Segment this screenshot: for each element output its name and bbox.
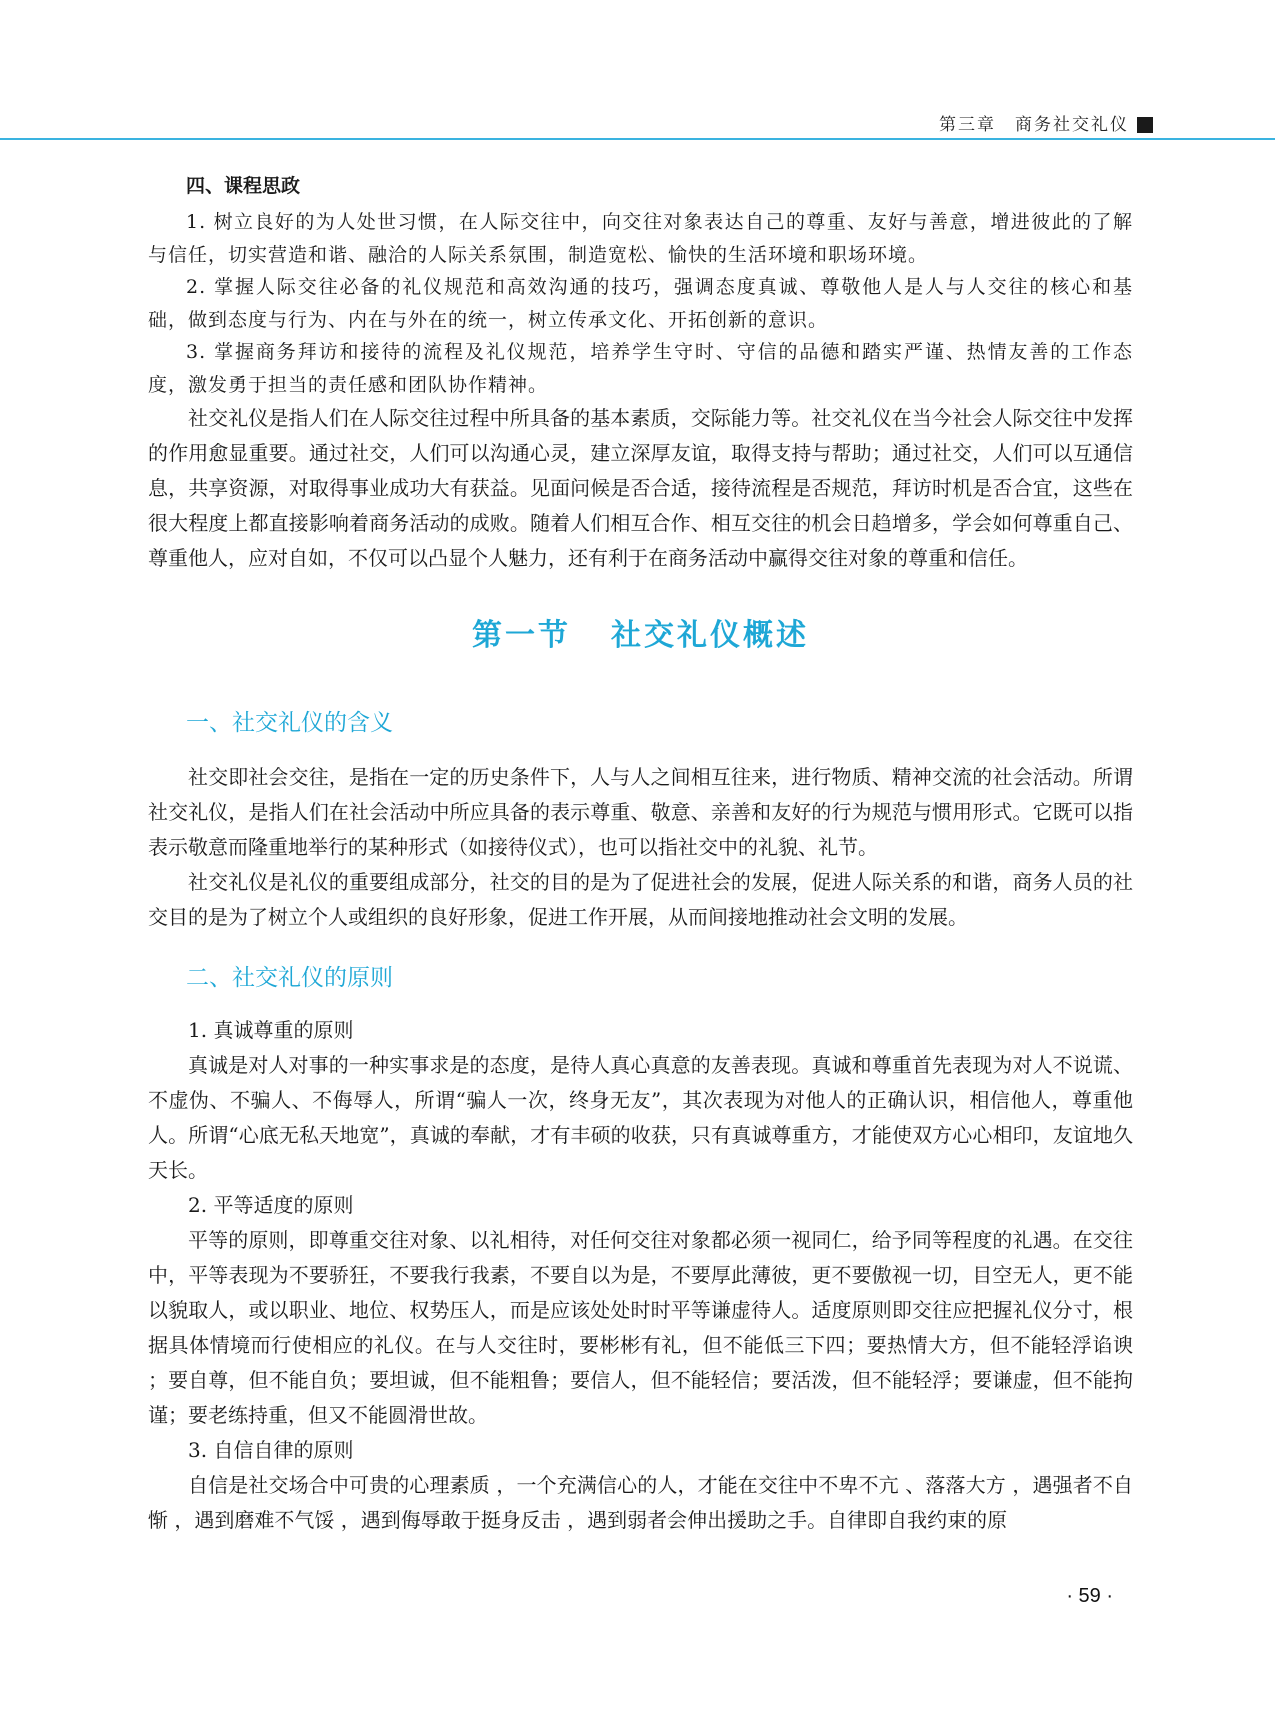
- principle-title: 3. 自信自律的原则: [188, 1438, 354, 1462]
- ideology-section: [148, 170, 1133, 401]
- page-content: [148, 170, 1133, 1538]
- section-number: 第一节: [472, 618, 571, 653]
- header-rule: [0, 138, 1275, 140]
- ideology-item: 3. 掌握商务拜访和接待的流程及礼仪规范，培养学生守时、守信的品德和踏实严谨、热情友善的工作态度，激发勇于担当的责任感和团队协作精神。: [148, 341, 1133, 396]
- running-header: [0, 112, 1275, 140]
- ideology-heading: 四、课程思政: [186, 175, 301, 197]
- principle-title: 1. 真诚尊重的原则: [188, 1018, 354, 1042]
- principle-text: 真诚是对人对事的一种实事求是的态度，是待人真心真意的友善表现。真诚和尊重首先表现为对人不说谎、不虚伪、不骗人、不侮辱人，所谓“骗人一次，终身无友”，其次表现为对他人的正确认识，相信他人，尊重他人。所谓“心底无私天地宽”，真诚的奉献，才有丰硕的收获，只有真诚尊重方，才能使双方心心相印，友谊地久天长。: [148, 1053, 1133, 1182]
- principle-text: 平等的原则，即尊重交往对象、以礼相待，对任何交往对象都必须一视同仁，给予同等程度的礼遇。在交往中，平等表现为不要骄狂，不要我行我素，不要自以为是，不要厚此薄彼，更不要傲视一切，目空无人，更不能以貌取人，或以职业、地位、权势压人，而是应该处处时时平等谦虚待人。适度原则即交往应把握礼仪分寸，根据具体情境而行使相应的礼仪。在与人交往时，要彬彬有礼，但不能低三下四；要热情大方，但不能轻浮谄谀 ；要自尊，但不能自负；要坦诚，但不能粗鲁；要信人，但不能轻信；要活泼，但不能轻浮；要谦虚，但不能拘谨；要老练持重，但又不能圆滑世故。: [148, 1228, 1133, 1427]
- header-square-mark: [1137, 117, 1153, 133]
- intro-paragraph: 社交礼仪是指人们在人际交往过程中所具备的基本素质，交际能力等。社交礼仪在当今社会人际交往中发挥的作用愈显重要。通过社交，人们可以沟通心灵，建立深厚友谊，取得支持与帮助；通过社交，人们可以互通信息，共享资源，对取得事业成功大有获益。见面问候是否合适，接待流程是否规范，拜访时机是否合宜，这些在很大程度上都直接影响着商务活动的成败。随着人们相互合作、相互交往的机会日趋增多，学会如何尊重自己、尊重他人，应对自如，不仅可以凸显个人魅力，还有利于在商务活动中赢得交往对象的尊重和信任。: [148, 406, 1133, 570]
- ideology-item: 1. 树立良好的为人处世习惯，在人际交往中，向交往对象表达自己的尊重、友好与善意，增进彼此的了解与信任，切实营造和谐、融洽的人际关系氛围，制造宽松、愉快的生活环境和职场环境。: [148, 211, 1133, 266]
- principle-title: 2. 平等适度的原则: [188, 1193, 354, 1217]
- section-title: [148, 616, 1133, 656]
- meaning-heading: 一、社交礼仪的含义: [186, 710, 393, 736]
- ideology-item: 2. 掌握人际交往必备的礼仪规范和高效沟通的技巧，强调态度真诚、尊敬他人是人与人交往的核心和基础，做到态度与行为、内在与外在的统一，树立传承文化、开拓创新的意识。: [148, 276, 1133, 331]
- meaning-paragraph: 社交即社会交往，是指在一定的历史条件下，人与人之间相互往来，进行物质、精神交流的社会活动。所谓社交礼仪，是指人们在社会活动中所应具备的表示尊重、敬意、亲善和友好的行为规范与惯用形式。它既可以指表示敬意而隆重地举行的某种形式（如接待仪式），也可以指社交中的礼貌、礼节。: [148, 765, 1133, 859]
- principles-heading: 二、社交礼仪的原则: [186, 965, 393, 991]
- chapter-title: 第三章 商务社交礼仪: [939, 115, 1129, 135]
- page-number: · 59 ·: [1066, 1585, 1113, 1607]
- principle-text: 自信是社交场合中可贵的心理素质 ，一个充满信心的人，才能在交往中不卑不亢 、落落大方 ，遇强者不自惭 ，遇到磨难不气馁 ，遇到侮辱敢于挺身反击 ，遇到弱者会伸出援助之手。自律即自我约束的原: [148, 1473, 1133, 1532]
- section-name: 社交礼仪概述: [611, 618, 809, 653]
- meaning-paragraph: 社交礼仪是礼仪的重要组成部分，社交的目的是为了促进社会的发展，促进人际关系的和谐，商务人员的社交目的是为了树立个人或组织的良好形象，促进工作开展，从而间接地推动社会文明的发展。: [148, 870, 1133, 929]
